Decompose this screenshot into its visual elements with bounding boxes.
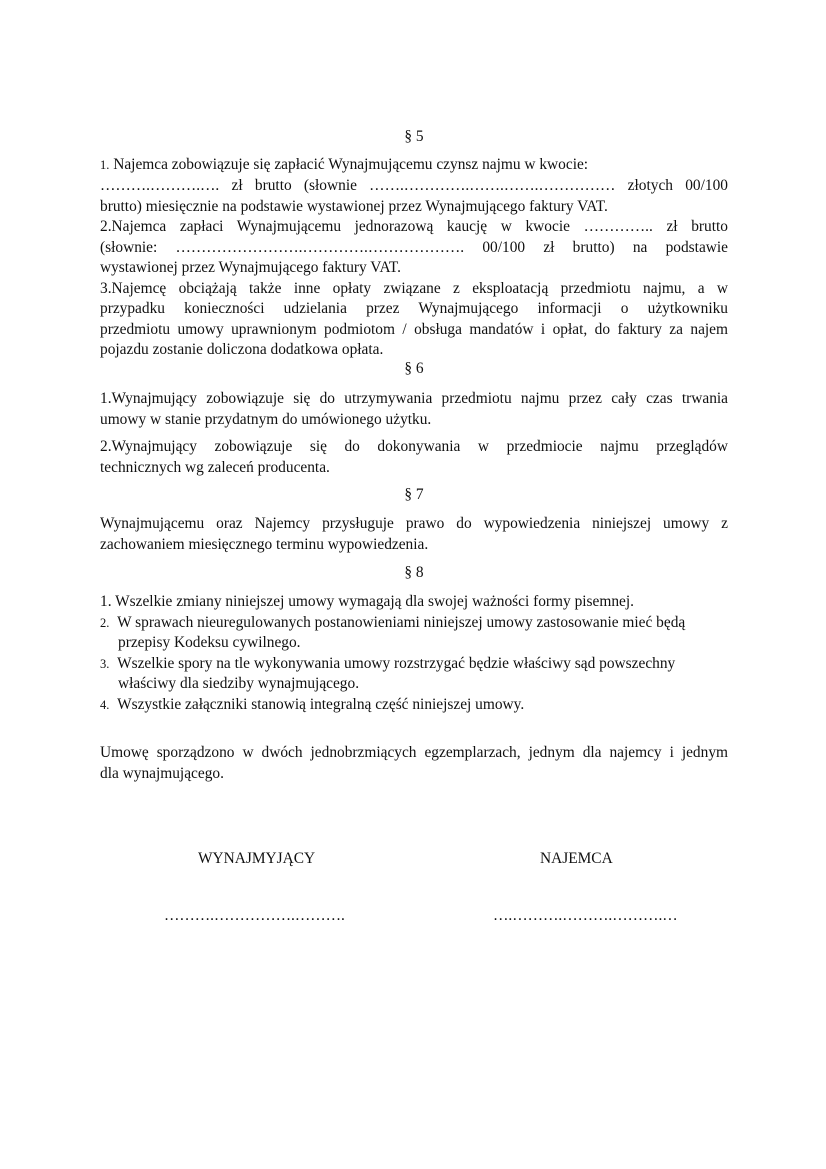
- section-5-heading: § 5: [404, 128, 424, 145]
- s7-p1-line1: Wynajmującemu oraz Najemcy przysługuje prawo do wypowiedzenia niniejszej umowy z: [100, 515, 728, 532]
- s5-p3-line2: przypadku konieczności udzielania przez Wynajmującego informacji o użytkowniku: [100, 300, 728, 317]
- signature-label-lessee: NAJEMCA: [540, 850, 613, 867]
- s5-p2-line3: wystawionej przez Wynajmującego faktury VAT.: [100, 259, 401, 276]
- s6-p2-line2: technicznych wg zaleceń producenta.: [100, 459, 330, 476]
- signature-line-lessor: ……….…………….……….: [164, 907, 345, 924]
- s5-p1-text: Najemca zobowiązuje się zapłacić Wynajmującemu czynsz najmu w kwocie:: [113, 156, 589, 173]
- section-6-heading: § 6: [404, 360, 424, 377]
- s8-item1-number: 1.: [100, 593, 112, 610]
- s8-item2-number: 2.: [100, 616, 110, 630]
- s6-p2-line1: 2.Wynajmujący zobowiązuje się do dokonywania w przedmiocie najmu przeglądów: [100, 438, 728, 455]
- s8-item3-text: Wszelkie spory na tle wykonywania umowy rozstrzygać będzie właściwy sąd powszechny: [117, 655, 676, 672]
- s5-p3-line1: 3.Najemcę obciążają także inne opłaty związane z eksploatacją przedmiotu najmu, a w: [100, 280, 728, 297]
- s6-p1-line2: umowy w stanie przydatnym do umówionego użytku.: [100, 411, 432, 428]
- s5-p3-line4: pojazdu zostanie doliczona dodatkowa opłata.: [100, 341, 384, 358]
- signature-label-lessor: WYNAJMYJĄCY: [198, 850, 316, 867]
- s8-item1-text: Wszelkie zmiany niniejszej umowy wymagają dla swojej ważności formy pisemnej.: [115, 593, 634, 610]
- s8-item2-line1: [100, 613, 728, 634]
- s8-item4-number: 4.: [100, 698, 110, 712]
- section-8-heading: § 8: [404, 564, 424, 581]
- signature-line-lessee: ….……….……….……….…: [493, 907, 678, 924]
- s8-item4: [100, 695, 728, 716]
- closing-line2: dla wynajmującego.: [100, 765, 224, 782]
- s5-p1-number: 1.: [100, 158, 110, 172]
- s8-item1: [100, 592, 728, 613]
- s5-p2-line2: (słownie: …………………….………….………………. 00/100 zł brutto) na podstawie: [100, 239, 728, 256]
- s5-p1-line1: [100, 155, 728, 176]
- s5-p1-line2: ……….……….…. zł brutto (słownie …….………….…….…….…………… złotych 00/100: [100, 177, 728, 194]
- s8-item2-text: W sprawach nieuregulowanych postanowieniami niniejszej umowy zastosowanie mieć będą: [117, 614, 686, 631]
- s6-p1-line1: 1.Wynajmujący zobowiązuje się do utrzymywania przedmiotu najmu przez cały czas trwania: [100, 390, 728, 407]
- s5-p1-line3: brutto) miesięcznie na podstawie wystawionej przez Wynajmującego faktury VAT.: [100, 198, 608, 215]
- section-7-heading: § 7: [404, 486, 424, 503]
- s7-p1-line2: zachowaniem miesięcznego terminu wypowiedzenia.: [100, 536, 429, 553]
- closing-line1: Umowę sporządzono w dwóch jednobrzmiących egzemplarzach, jednym dla najemcy i jednym: [100, 744, 728, 761]
- s5-p2-line1: 2.Najemca zapłaci Wynajmującemu jednorazową kaucję w kwocie ………….. zł brutto: [100, 218, 728, 235]
- s8-item3-line2: właściwy dla siedziby wynajmującego.: [118, 675, 360, 692]
- s8-item3-number: 3.: [100, 657, 110, 671]
- s8-item3-line1: [100, 654, 728, 675]
- s8-item4-text: Wszystkie załączniki stanowią integralną część niniejszej umowy.: [117, 696, 525, 713]
- s5-p3-line3: przedmiotu umowy uprawnionym podmiotom / obsługa mandatów i opłat, do faktury za najem: [100, 321, 728, 338]
- s8-item2-line2: przepisy Kodeksu cywilnego.: [118, 634, 301, 651]
